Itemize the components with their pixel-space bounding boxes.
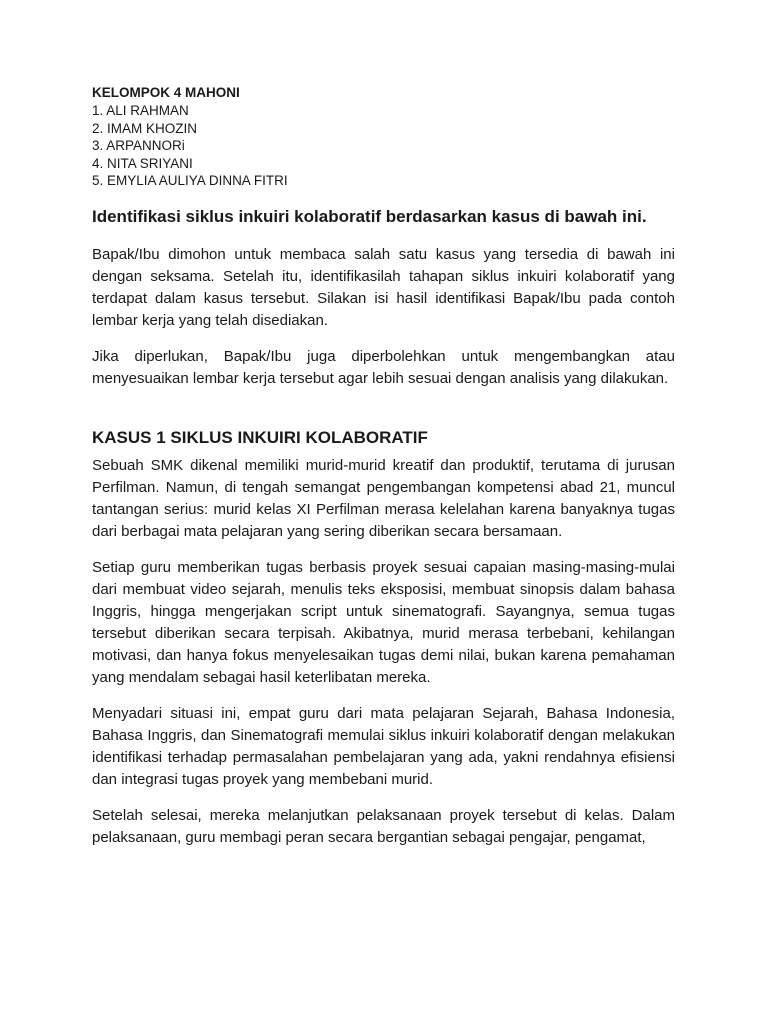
member-item: 5. EMYLIA AULIYA DINNA FITRI (92, 173, 288, 188)
case-paragraph: Setelah selesai, mereka melanjutkan pelaksanaan proyek tersebut di kelas. Dalam pelaksanaan, guru membagi peran secara bergantian sebagai pengajar, pengamat, (92, 806, 675, 846)
instruction-heading: Identifikasi siklus inkuiri kolaboratif berdasarkan kasus di bawah ini. (92, 206, 647, 226)
intro-paragraph: Jika diperlukan, Bapak/Ibu juga diperbolehkan untuk mengembangkan atau menyesuaikan lembar kerja tersebut agar lebih sesuai dengan analisis yang dilakukan. (92, 347, 675, 387)
case-paragraph: Menyadari situasi ini, empat guru dari mata pelajaran Sejarah, Bahasa Indonesia, Bahasa Inggris, dan Sinematografi memulai siklus inkuiri kolaboratif dengan melakukan identifikasi terhadap permasalahan pembelajaran yang ada, yakni rendahnya efisiensi dan integrasi tugas proyek yang membebani murid. (92, 704, 675, 788)
intro-paragraph: Bapak/Ibu dimohon untuk membaca salah satu kasus yang tersedia di bawah ini dengan seksama. Setelah itu, identifikasilah tahapan siklus inkuiri kolaboratif yang terdapat dalam kasus tersebut. Silakan isi hasil identifikasi Bapak/Ibu pada contoh lembar kerja yang telah disediakan. (92, 245, 675, 329)
document-page (92, 84, 675, 849)
member-item: 2. IMAM KHOZIN (92, 120, 198, 136)
case-paragraph: Setiap guru memberikan tugas berbasis proyek sesuai capaian masing-masing-mulai dari membuat video sejarah, menulis teks eksposisi, membuat sinopsis dalam bahasa Inggris, hingga mengerjakan script untuk sinematografi. Sayangnya, semua tugas tersebut diberikan secara terpisah. Akibatnya, murid merasa terbebani, kehilangan motivasi, dan hanya fokus menyelesaikan tugas demi nilai, bukan karena pemahaman yang mendalam sebagai hasil keterlibatan mereka. (92, 558, 675, 686)
group-title: KELOMPOK 4 MAHONI (92, 85, 240, 100)
member-item: 3. ARPANNORi (92, 138, 185, 153)
member-list (92, 102, 675, 190)
member-item: 4. NITA SRIYANI (92, 155, 193, 171)
case-paragraph: Sebuah SMK dikenal memiliki murid-murid kreatif dan produktif, terutama di jurusan Perfilman. Namun, di tengah semangat pengembangan kompetensi abad 21, muncul tantangan serius: murid kelas XI Perfilman merasa kelelahan karena banyaknya tugas dari berbagai mata pelajaran yang sering diberikan secara bersamaan. (92, 456, 675, 540)
case-heading: KASUS 1 SIKLUS INKUIRI KOLABORATIF (92, 427, 428, 447)
member-item: 1. ALI RAHMAN (92, 103, 189, 118)
